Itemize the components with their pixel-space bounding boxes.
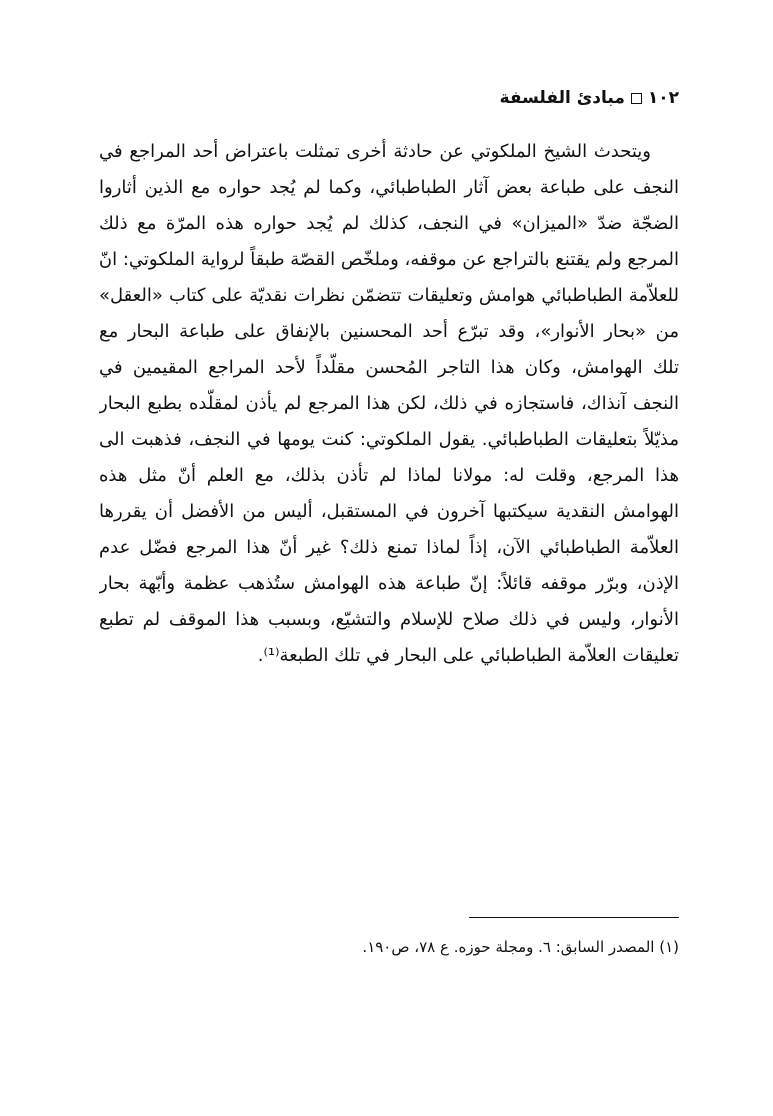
running-header (500, 88, 679, 108)
text-line: الضجّة ضدّ «الميزان» في النجف، كذلك لم يُجد حواره هذه المرّة مع ذلك (99, 213, 679, 234)
text-line: ويتحدث الشيخ الملكوتي عن حادثة أخرى تمثلت باعتراض أحد المراجع في (99, 141, 651, 162)
text-line: الإذن، وبرّر موقفه قائلاً: إنّ طباعة هذه الهوامش ستُذهب عظمة وأبّهة بحار (99, 573, 679, 594)
square-separator-icon (631, 93, 642, 104)
text-line: النجف على طباعة بعض آثار الطباطبائي، وكما لم يُجد حواره مع الذين أثاروا (99, 177, 679, 198)
text-line: العلاّمة الطباطبائي الآن، إذاً لماذا تمنع ذلك؟ غير أنّ هذا المرجع فضّل عدم (99, 537, 679, 558)
text-line: مذيّلاً بتعليقات الطباطبائي. يقول الملكوتي: كنت يومها في النجف، فذهبت الى (99, 429, 679, 450)
running-title: مبادئ الفلسفة (499, 88, 625, 108)
text-line: المرجع ولم يقتنع بالتراجع عن موقفه، وملخّص القصّة طبقاً لرواية الملكوتي: انّ (99, 249, 679, 270)
text-line: هذا المرجع، وقلت له: مولانا لماذا لم تأذن بذلك، مع العلم أنّ مثل هذه (99, 465, 679, 486)
text-line: تعليقات العلاّمة الطباطبائي على البحار في تلك الطبعة⁽¹⁾. (257, 645, 679, 666)
text-line: تلك الهوامش، وكان هذا التاجر المُحسن مقلّداً لأحد المراجع المقيمين في (99, 357, 679, 378)
text-line: النجف آنذاك، فاستجازه في ذلك، لكن هذا المرجع لم يأذن لمقلّده بطبع البحار (99, 393, 679, 414)
footnote-divider (469, 917, 679, 918)
text-line: الهوامش النقدية سيكتبها آخرون في المستقبل، أليس من الأفضل أن يقررها (99, 501, 679, 522)
main-text (99, 134, 679, 674)
text-line: للعلاّمة الطباطبائي هوامش وتعليقات تتضمّن نظرات نقديّة على كتاب «العقل» (99, 285, 679, 306)
footnote: (١) المصدر السابق: ٦. ومجلة حوزه. ع ٧٨، ص١٩٠. (362, 938, 679, 956)
page-number: ١٠٢ (647, 88, 679, 108)
text-line: من «بحار الأنوار»، وقد تبرّع أحد المحسنين بالإنفاق على طباعة البحار مع (99, 321, 679, 342)
text-line: الأنوار، وليس في ذلك صلاح للإسلام والتشيّع، وبسبب هذا الموقف لم تطبع (99, 609, 679, 630)
